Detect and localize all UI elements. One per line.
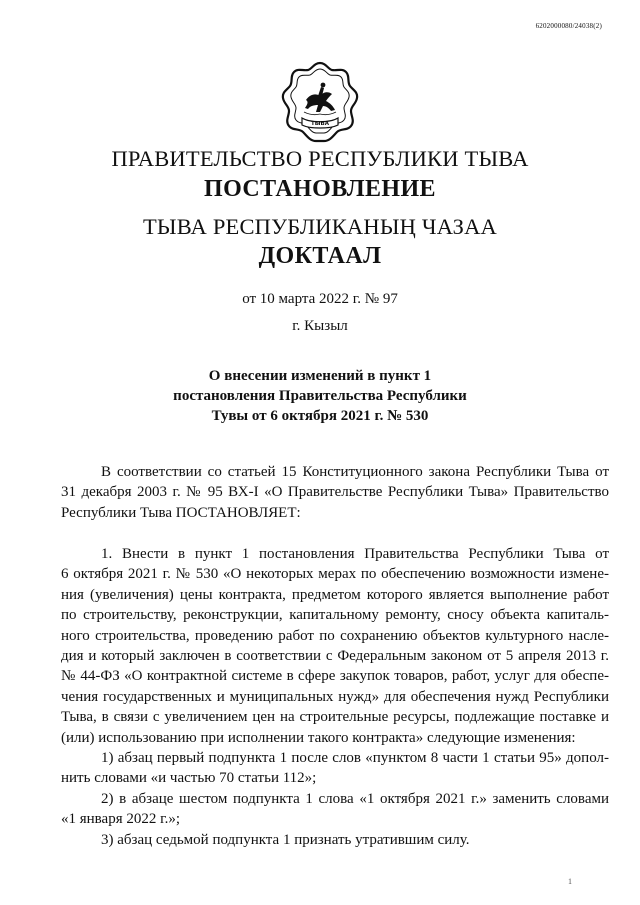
government-title-tyv: ТЫВА РЕСПУБЛИКАНЫҢ ЧАЗАА (142, 214, 498, 239)
emblem-caption: ТЫВА (311, 121, 329, 127)
document-type-ru: ПОСТАНОВЛЕНИЕ (204, 176, 436, 202)
page-footer-mark: 1 (568, 877, 572, 886)
item-1-paragraph (61, 544, 609, 850)
subitem-2-line: «1 января 2022 г.»; (61, 811, 180, 828)
subject-line: постановления Правительства Республики (173, 388, 467, 404)
document-type-tyv: ДОКТААЛ (258, 243, 382, 269)
date-number: от 10 марта 2022 г. № 97 (242, 291, 398, 307)
text-line: чения государственных и муниципальных нужд» для обеспечения нужд Республики (61, 688, 609, 705)
text-line: ния (увеличения) цены контракта, предметом которого является выполнение работ (61, 586, 609, 603)
document-code: 6202000080/24038(2) (535, 22, 602, 30)
text-line: В соответствии со статьей 15 Конституционного закона Республики Тыва от (101, 464, 609, 480)
text-line: дия и который заключен в соответствии с Федеральным законом от 5 апреля 2013 г. (61, 648, 609, 665)
text-line: по строительству, реконструкции, капитальному ремонту, сносу объекта капиталь- (61, 607, 609, 624)
text-line: 6 октября 2021 г. № 530 «О некоторых мерах по обеспечению возможности измене- (61, 566, 609, 583)
text-line: Тыва, в связи с увеличением цен на строительные ресурсы, подлежащие поставке и (61, 709, 609, 726)
text-line: № 44-ФЗ «О контрактной системе в сфере закупок товаров, работ, услуг для обеспе- (61, 668, 609, 685)
subject-line: О внесении изменений в пункт 1 (208, 368, 432, 384)
text-line: 31 декабря 2003 г. № 95 ВХ-I «О Правительстве Республики Тыва» Правительство (61, 484, 609, 501)
subject-line: Тувы от 6 октября 2021 г. № 530 (211, 408, 429, 424)
city: г. Кызыл (292, 318, 348, 334)
government-title-ru: ПРАВИТЕЛЬСТВО РЕСПУБЛИКИ ТЫВА (111, 146, 529, 171)
subitem-2-line: 2) в абзаце шестом подпункта 1 слова «1 октября 2021 г.» заменить словами (101, 790, 609, 807)
subitem-1-line: 1) абзац первый подпункта 1 после слов «пунктом 8 части 1 статьи 95» допол- (101, 750, 609, 767)
document-subject (0, 366, 640, 426)
text-line: 1. Внести в пункт 1 постановления Правительства Республики Тыва от (101, 546, 609, 562)
text-line: Республики Тыва ПОСТАНОВЛЯЕТ: (61, 504, 301, 521)
preamble-paragraph (61, 462, 609, 523)
tuva-emblem-icon (280, 60, 360, 144)
subitem-1-line: нить словами «и частью 70 статьи 112»; (61, 770, 317, 787)
text-line: ного строительства, проведению работ по сохранению объектов культурного насле- (61, 627, 609, 644)
text-line: (или) использованию при исполнении такого контракта» следующие изменения: (61, 729, 576, 746)
subitem-3-line: 3) абзац седьмой подпункта 1 признать утратившим силу. (101, 831, 470, 848)
